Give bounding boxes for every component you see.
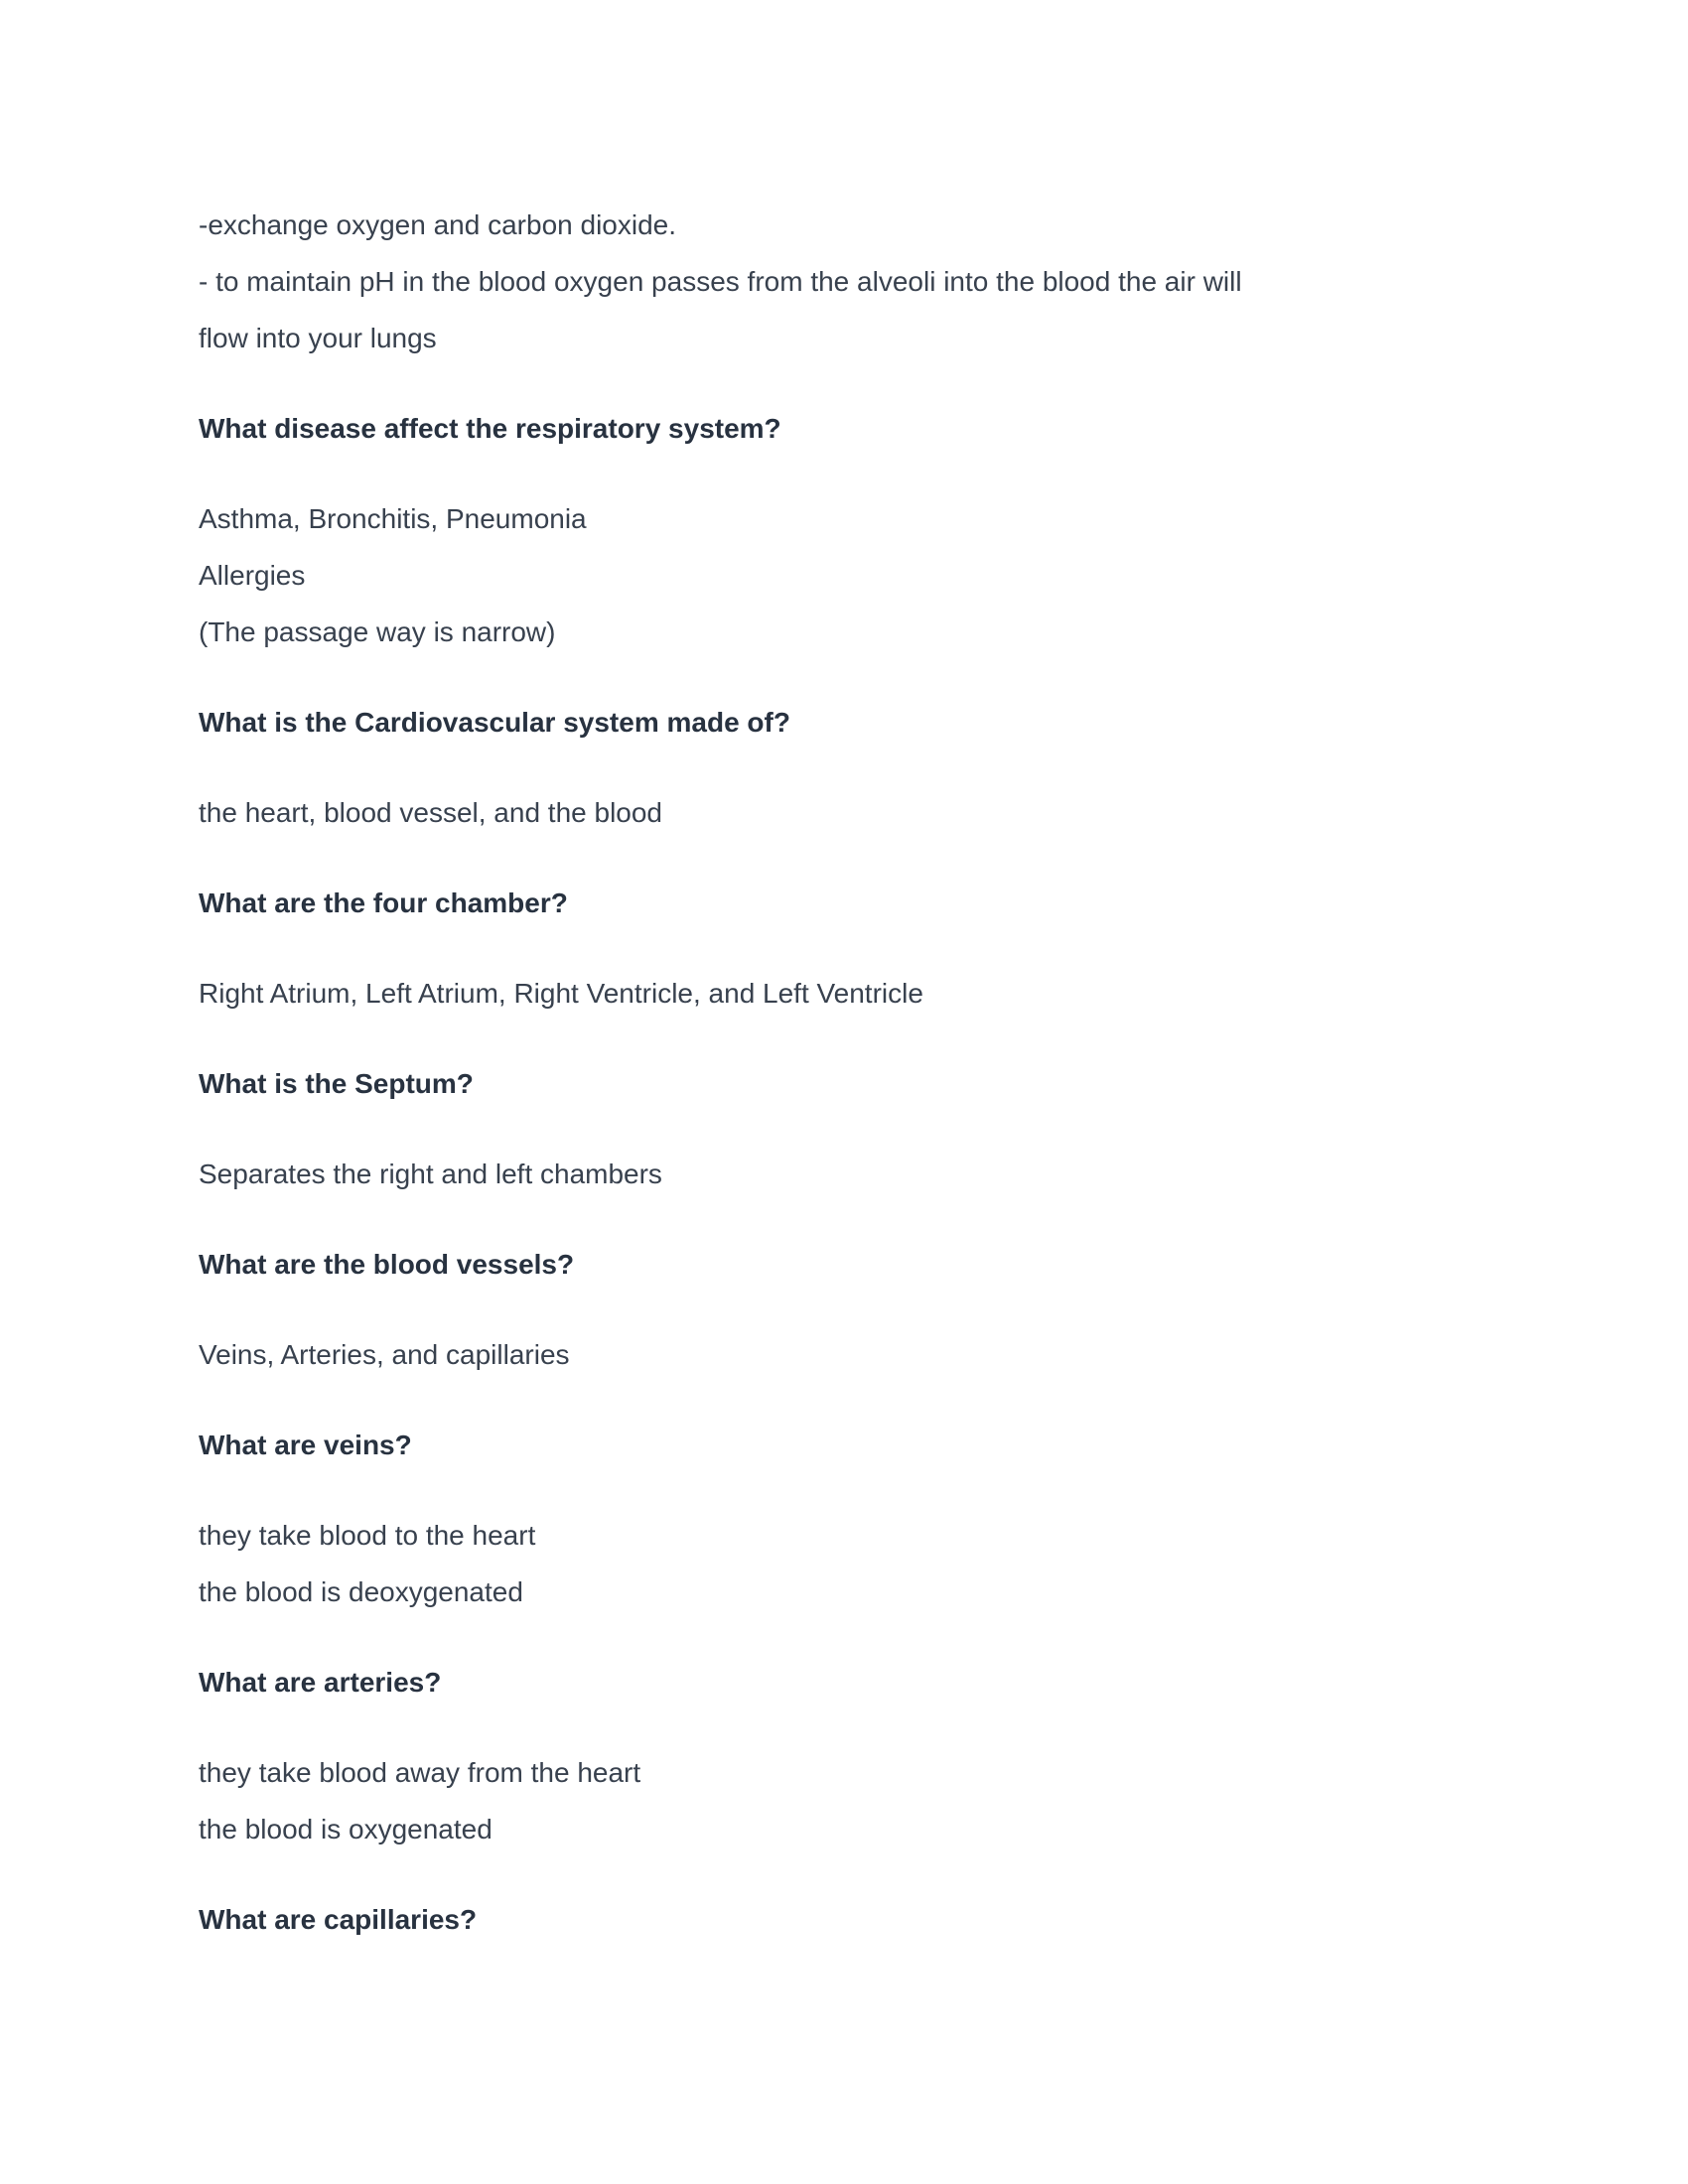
question-heading: What are capillaries? [199,1904,478,1935]
question-heading: What is the Cardiovascular system made of? [199,707,790,738]
question-heading: What are the four chamber? [199,887,568,918]
question-heading: What are the blood vessels? [199,1249,575,1280]
answer-paragraph [199,1744,1475,1857]
text-line: (The passage way is narrow) [199,616,556,647]
text-line: Separates the right and left chambers [199,1159,662,1189]
text-line: flow into your lungs [199,323,437,353]
intro-paragraph [199,197,1475,366]
answer-paragraph [199,1146,1475,1202]
answer-paragraph [199,965,1475,1022]
text-line: Asthma, Bronchitis, Pneumonia [199,503,587,534]
question-heading: What disease affect the respiratory system? [199,413,781,444]
question-heading: What is the Septum? [199,1068,474,1099]
answer-paragraph [199,1326,1475,1383]
answer-paragraph [199,784,1475,841]
text-line: the blood is oxygenated [199,1814,492,1844]
question-heading: What are veins? [199,1430,412,1460]
text-line: -exchange oxygen and carbon dioxide. [199,209,677,240]
text-line: Right Atrium, Left Atrium, Right Ventricle, and Left Ventricle [199,978,923,1009]
question-heading: What are arteries? [199,1667,442,1698]
text-line: - to maintain pH in the blood oxygen passes from the alveoli into the blood the air will [199,266,1242,297]
text-line: Allergies [199,560,306,591]
text-line: they take blood away from the heart [199,1757,641,1788]
answer-paragraph [199,1507,1475,1620]
text-line: they take blood to the heart [199,1520,536,1551]
qa-list [199,400,1479,1948]
text-line: the blood is deoxygenated [199,1576,523,1607]
text-line: the heart, blood vessel, and the blood [199,797,663,828]
text-line: Veins, Arteries, and capillaries [199,1339,570,1370]
answer-paragraph [199,490,1475,660]
